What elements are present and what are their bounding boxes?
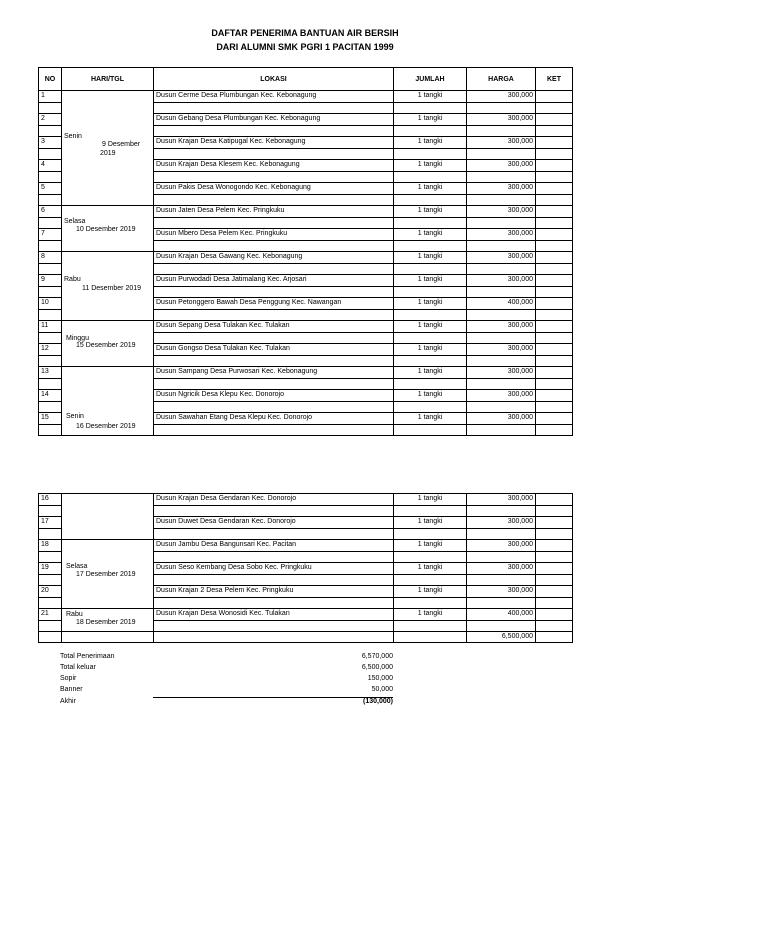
row-no: 3 <box>39 137 62 149</box>
row-jumlah: 1 tangki <box>394 563 467 575</box>
row-lokasi: Dusun Gebang Desa Plumbungan Kec. Kebonagung <box>154 114 394 126</box>
row-harga: 300,000 <box>467 517 536 529</box>
row-lokasi: Dusun Sepang Desa Tulakan Kec. Tulakan <box>154 321 394 333</box>
day-cell <box>62 321 154 367</box>
row-lokasi: Dusun Gongso Desa Tulakan Kec. Tulakan <box>154 344 394 356</box>
row-no: 17 <box>39 517 62 529</box>
day-name: Selasa <box>66 563 88 570</box>
row-harga: 300,000 <box>467 367 536 379</box>
row-harga: 300,000 <box>467 275 536 287</box>
row-jumlah: 1 tangki <box>394 413 467 425</box>
day-cell <box>62 540 154 609</box>
day-date: 15 Desember 2019 <box>76 342 136 349</box>
summary-label: Total keluar <box>60 664 96 671</box>
row-harga: 300,000 <box>467 540 536 552</box>
row-lokasi: Dusun Jaten Desa Pelem Kec. Pringkuku <box>154 206 394 218</box>
day-date: 18 Desember 2019 <box>76 619 136 626</box>
row-jumlah: 1 tangki <box>394 321 467 333</box>
day-date: 10 Desember 2019 <box>76 226 136 233</box>
row-ket <box>536 298 573 310</box>
row-ket <box>536 252 573 264</box>
table-row <box>39 609 573 621</box>
row-ket <box>536 114 573 126</box>
row-harga: 300,000 <box>467 586 536 598</box>
row-ket <box>536 229 573 241</box>
header-no: NO <box>39 68 62 91</box>
day-name: Rabu <box>66 611 83 618</box>
row-ket <box>536 344 573 356</box>
row-lokasi: Dusun Krajan 2 Desa Pelem Kec. Pringkuku <box>154 586 394 598</box>
table-row <box>39 252 573 264</box>
row-ket <box>536 413 573 425</box>
row-no: 7 <box>39 229 62 241</box>
total-harga: 6,500,000 <box>467 632 536 643</box>
row-jumlah: 1 tangki <box>394 367 467 379</box>
row-no: 4 <box>39 160 62 172</box>
row-no: 19 <box>39 563 62 575</box>
day-cell <box>62 609 154 632</box>
row-ket <box>536 206 573 218</box>
document-title-line-1: DAFTAR PENERIMA BANTUAN AIR BERSIH <box>211 28 399 38</box>
row-no: 1 <box>39 91 62 103</box>
row-ket <box>536 494 573 506</box>
document-title-line-2: DARI ALUMNI SMK PGRI 1 PACITAN 1999 <box>216 42 394 52</box>
table-row <box>39 321 573 333</box>
table-row <box>39 367 573 379</box>
row-no: 11 <box>39 321 62 333</box>
row-no: 6 <box>39 206 62 218</box>
table-row <box>39 494 573 506</box>
row-jumlah: 1 tangki <box>394 183 467 195</box>
row-lokasi: Dusun Petonggero Bawah Desa Penggung Kec. Nawangan <box>154 298 394 310</box>
row-jumlah: 1 tangki <box>394 494 467 506</box>
row-no: 21 <box>39 609 62 621</box>
row-harga: 400,000 <box>467 298 536 310</box>
header-lokasi: LOKASI <box>154 68 394 91</box>
row-harga: 300,000 <box>467 183 536 195</box>
summary-label: Sopir <box>60 675 77 682</box>
row-lokasi: Dusun Purwodadi Desa Jatimalang Kec. Arjosari <box>154 275 394 287</box>
summary-sopir <box>60 675 393 686</box>
row-ket <box>536 540 573 552</box>
row-ket <box>536 563 573 575</box>
row-jumlah: 1 tangki <box>394 517 467 529</box>
row-no: 15 <box>39 413 62 425</box>
row-ket <box>536 609 573 621</box>
header-harga: HARGA <box>467 68 536 91</box>
day-cell <box>62 91 154 206</box>
row-lokasi: Dusun Krajan Desa Gawang Kec. Kebonagung <box>154 252 394 264</box>
row-ket <box>536 137 573 149</box>
row-lokasi: Dusun Jambu Desa Bangunsari Kec. Pacitan <box>154 540 394 552</box>
row-ket <box>536 517 573 529</box>
summary-value: 150,000 <box>367 675 393 682</box>
day-date: 17 Desember 2019 <box>76 571 136 578</box>
summary-value: 50,000 <box>371 686 393 693</box>
summary-total-keluar <box>60 664 393 675</box>
row-jumlah: 1 tangki <box>394 298 467 310</box>
table-row <box>39 206 573 218</box>
row-ket <box>536 275 573 287</box>
row-jumlah: 1 tangki <box>394 252 467 264</box>
row-jumlah: 1 tangki <box>394 137 467 149</box>
row-harga: 300,000 <box>467 252 536 264</box>
row-lokasi: Dusun Sawahan Etang Desa Klepu Kec. Donorojo <box>154 413 394 425</box>
header-ket: KET <box>536 68 573 91</box>
row-no: 9 <box>39 275 62 287</box>
row-harga: 300,000 <box>467 114 536 126</box>
summary-label: Total Penerimaan <box>60 653 115 660</box>
row-no: 13 <box>39 367 62 379</box>
day-date: 9 Desember <box>102 141 141 148</box>
row-lokasi: Dusun Seso Kembang Desa Sobo Kec. Pringkuku <box>154 563 394 575</box>
row-harga: 300,000 <box>467 160 536 172</box>
row-jumlah: 1 tangki <box>394 114 467 126</box>
row-harga: 300,000 <box>467 321 536 333</box>
table-row <box>39 540 573 552</box>
header-jumlah: JUMLAH <box>394 68 467 91</box>
row-no: 12 <box>39 344 62 356</box>
row-lokasi: Dusun Krajan Desa Wonosidi Kec. Tulakan <box>154 609 394 621</box>
row-harga: 300,000 <box>467 563 536 575</box>
row-jumlah: 1 tangki <box>394 229 467 241</box>
row-jumlah: 1 tangki <box>394 609 467 621</box>
summary-total-penerimaan <box>60 653 393 664</box>
row-ket <box>536 367 573 379</box>
row-ket <box>536 321 573 333</box>
day-cell <box>62 206 154 252</box>
summary-value: (130,000) <box>363 698 393 705</box>
row-lokasi: Dusun Cerme Desa Plumbungan Kec. Kebonagung <box>154 91 394 103</box>
day-name: Senin <box>64 133 82 140</box>
row-jumlah: 1 tangki <box>394 344 467 356</box>
day-cell <box>62 494 154 540</box>
day-name: Minggu <box>66 335 89 342</box>
row-jumlah: 1 tangki <box>394 160 467 172</box>
total-row <box>39 632 573 643</box>
day-year: 2019 <box>100 150 116 157</box>
header-hari-tgl: HARI/TGL <box>62 68 154 91</box>
row-jumlah: 1 tangki <box>394 206 467 218</box>
row-harga: 300,000 <box>467 229 536 241</box>
day-cell <box>62 252 154 321</box>
day-date: 11 Desember 2019 <box>82 285 142 292</box>
row-jumlah: 1 tangki <box>394 275 467 287</box>
table-row <box>39 91 573 103</box>
row-ket <box>536 160 573 172</box>
row-harga: 400,000 <box>467 609 536 621</box>
summary-label: Banner <box>60 686 83 693</box>
row-jumlah: 1 tangki <box>394 390 467 402</box>
row-ket <box>536 91 573 103</box>
recipient-table-part-1 <box>38 67 573 436</box>
row-jumlah: 1 tangki <box>394 91 467 103</box>
day-name: Selasa <box>64 218 86 225</box>
row-jumlah: 1 tangki <box>394 540 467 552</box>
row-lokasi: Dusun Krajan Desa Katipugal Kec. Kebonagung <box>154 137 394 149</box>
row-ket <box>536 390 573 402</box>
row-lokasi: Dusun Mbero Desa Pelem Kec. Pringkuku <box>154 229 394 241</box>
row-harga: 300,000 <box>467 390 536 402</box>
summary-akhir <box>60 698 393 709</box>
row-no: 20 <box>39 586 62 598</box>
table-header-row <box>39 68 573 91</box>
row-no: 5 <box>39 183 62 195</box>
recipient-table-part-2 <box>38 493 573 643</box>
day-name: Rabu <box>64 276 81 283</box>
day-cell <box>62 367 154 436</box>
day-name: Senin <box>66 413 84 420</box>
row-ket <box>536 586 573 598</box>
row-lokasi: Dusun Pakis Desa Wonogondo Kec. Kebonagung <box>154 183 394 195</box>
row-lokasi: Dusun Ngricik Desa Klepu Kec. Donorojo <box>154 390 394 402</box>
row-no: 16 <box>39 494 62 506</box>
row-lokasi: Dusun Sampang Desa Purwosari Kec. Kebonagung <box>154 367 394 379</box>
summary-label: Akhir <box>60 698 76 705</box>
row-no: 14 <box>39 390 62 402</box>
row-harga: 300,000 <box>467 413 536 425</box>
summary-value: 6,500,000 <box>361 664 393 671</box>
row-no: 2 <box>39 114 62 126</box>
row-lokasi: Dusun Krajan Desa Klesem Kec. Kebonagung <box>154 160 394 172</box>
summary-banner <box>60 686 393 697</box>
row-lokasi: Dusun Duwet Desa Gendaran Kec. Donorojo <box>154 517 394 529</box>
row-harga: 300,000 <box>467 494 536 506</box>
summary-value: 6,570,000 <box>361 653 393 660</box>
row-harga: 300,000 <box>467 91 536 103</box>
day-date: 16 Desember 2019 <box>76 423 136 430</box>
row-jumlah: 1 tangki <box>394 586 467 598</box>
row-harga: 300,000 <box>467 344 536 356</box>
row-no: 8 <box>39 252 62 264</box>
row-no: 10 <box>39 298 62 310</box>
row-no: 18 <box>39 540 62 552</box>
row-harga: 300,000 <box>467 137 536 149</box>
row-lokasi: Dusun Krajan Desa Gendaran Kec. Donorojo <box>154 494 394 506</box>
row-ket <box>536 183 573 195</box>
row-harga: 300,000 <box>467 206 536 218</box>
